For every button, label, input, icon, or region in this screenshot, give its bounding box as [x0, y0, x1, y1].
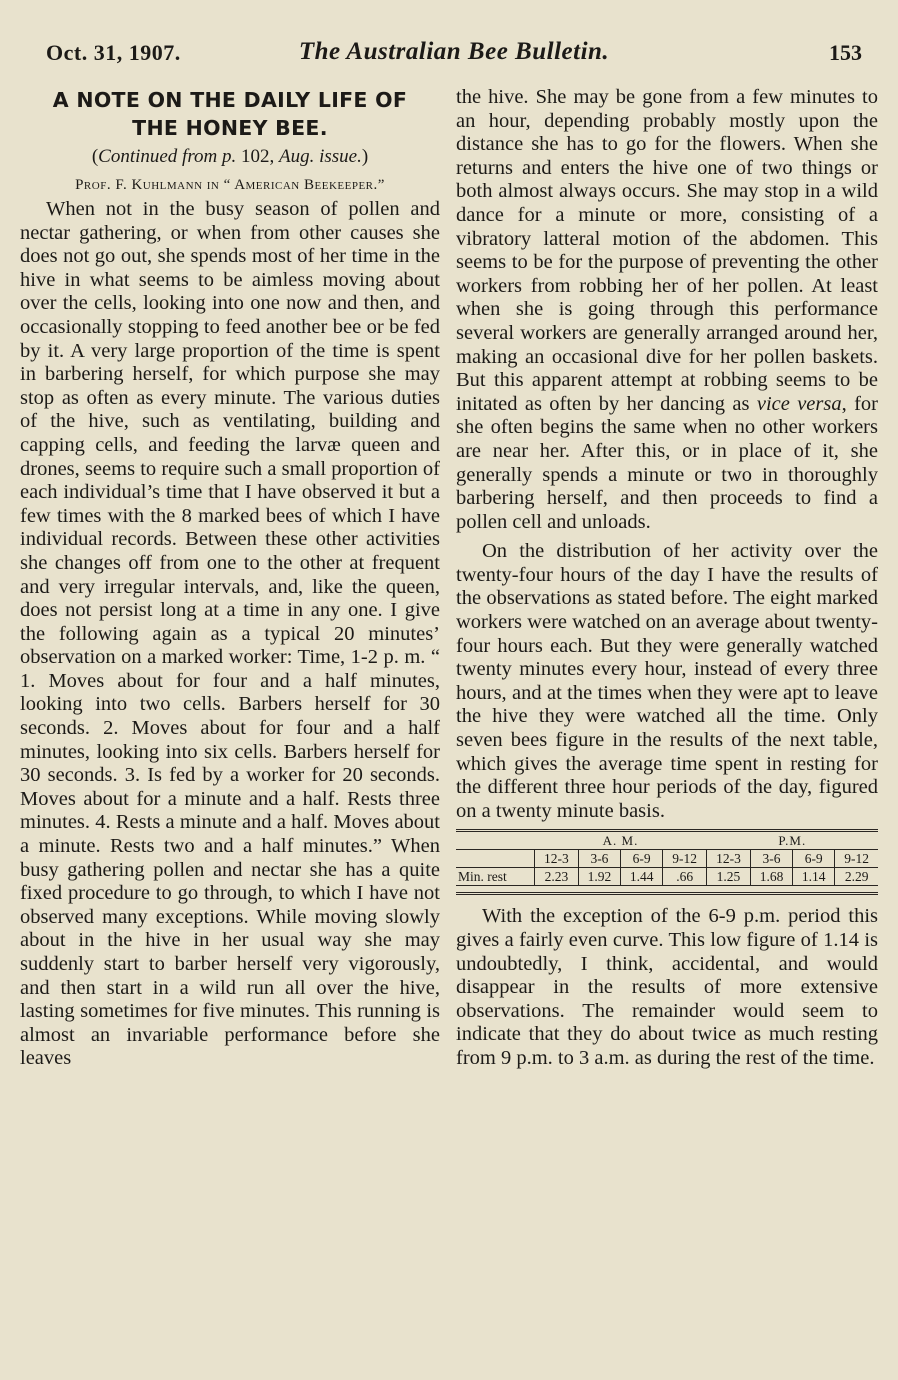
issue-date: Oct. 31, 1907.: [46, 40, 181, 65]
rest-data-table: [456, 832, 878, 886]
value-cell: 1.68: [750, 868, 792, 886]
continued-suffix: ): [361, 146, 369, 167]
pm-header: P.M.: [778, 833, 807, 849]
period-cell: 12-3: [535, 850, 579, 868]
para1-text-a: the hive. She may be gone from a few minutes to an hour, depending probably mostly upon the distance she has to go for the flowers. When she returns and enters the hive one of two things or both almost always occurs. She may stop in a wild dance for a minute or more, consisting of a vibratory latteral motion of the abdomen. This seems to be for the purpose of preventing the other workers from robbing her of her pollen. At least when she is going through this performance several workers are generally arranged around her, making an occasional dive for her pollen baskets. But this apparent attempt at robbing seems to be initated as often by her dancing as: [456, 86, 878, 415]
row-label: Min. rest: [456, 868, 535, 886]
title-line-1: A NOTE ON THE DAILY LIFE OF: [52, 88, 408, 112]
paragraph-right-1: [456, 86, 878, 534]
byline: Prof. F. Kuhlmann in “ American Beekeeper.”: [75, 177, 385, 193]
period-cell: 9-12: [663, 850, 707, 868]
rest-table: [456, 829, 878, 895]
running-header: [46, 36, 862, 70]
value-cell: 1.14: [793, 868, 835, 886]
paragraph-right-2: On the distribution of her activity over the twenty-four hours of the day I have the results of the observations as stated before. The eight marked workers were watched on an average about twenty-four hours each. But they were generally watched twenty minutes every hour, instead of every three hours, and at the times when they were apt to leave the hive they were watched all the time. Only seven bees figure in the results of the next table, which gives the average time spent in resting for the different three hour periods of the day, figured on a twenty minute basis.: [456, 540, 878, 822]
continued-page: 102,: [236, 146, 279, 167]
paragraph-left: When not in the busy season of pollen and nectar gathering, or when from other causes she does not go out, she spends most of her time in the hive in what seems to be aimless moving about over the cells, looking into one now and then, and occasionally stopping to feed another bee or be fed by it. A very large proportion of the time is spent in barbering herself, for which purpose she may stop as often as every minute. The various duties of the hive, such as ventilating, building and capping cells, and feeding the larvæ queen and drones, seems to require such a small proportion of each individual’s time that I have observed it but a few times with the 8 marked bees of which I have individual records. Between these other activities she changes off from one to the other at frequent and very irregular intervals, and, like the queen, does not persist long at a time in any one. I give the following again as a typical 20 minutes’ observation on a marked worker: Time, 1-2 p. m. “ 1. Moves about for four and a half minutes, looking into two cells. Barbers herself for 30 seconds. 2. Moves about for four and a half minutes, looking into six cells. Barbers herself for 30 seconds. 3. Is fed by a worker for 20 seconds. Moves about for a minute and a half. Rests three minutes. 4. Rests a minute and a half. Moves about a minute. Rests two and a half minutes.” When busy gathering pollen and nectar she has a quite fixed procedure to go through, to which I have not observed many exceptions. While moving slowly about in the hive in her usual way she may suddenly start to barber herself very vigorously, and then start in a wild run all over the hive, lasting sometimes for five minutes. This running is almost an invariable performance before she leaves: [20, 198, 440, 1070]
table-ampm-row: [456, 832, 878, 850]
continued-issue: Aug. issue.: [279, 146, 362, 167]
value-cell: 2.23: [535, 868, 579, 886]
value-cell: 1.25: [707, 868, 751, 886]
table-period-row: [456, 850, 878, 868]
para1-text-b: , for she often begins the same when no other workers are near her. After this, or in place of it, she generally spends a minute or two in thoroughly barbering herself, and then proceeds to find a pollen cell and unloads.: [456, 392, 878, 533]
right-column: [456, 86, 878, 1071]
title-line-2: THE HONEY BEE.: [132, 116, 328, 140]
table-value-row: [456, 868, 878, 886]
value-cell: 1.92: [578, 868, 620, 886]
journal-title: The Australian Bee Bulletin.: [298, 38, 610, 65]
para1-italic: vice versa: [756, 392, 842, 415]
period-cell: 9-12: [835, 850, 878, 868]
value-cell: 2.29: [835, 868, 878, 886]
period-cell: 3-6: [750, 850, 792, 868]
left-body: [20, 198, 440, 1071]
continued-text: Continued from p.: [98, 146, 237, 167]
continued-prefix: (: [91, 146, 99, 167]
left-column: [20, 86, 440, 1071]
page-number: 153: [829, 40, 862, 65]
period-cell: 6-9: [793, 850, 835, 868]
am-header: A. M.: [602, 833, 639, 849]
continued-note: [20, 144, 440, 170]
table-bottom-rule: [456, 892, 878, 895]
right-body: [456, 86, 878, 1071]
period-cell: 6-9: [621, 850, 663, 868]
value-cell: .66: [663, 868, 707, 886]
paragraph-right-3: With the exception of the 6-9 p.m. period this gives a fairly even curve. This low figure of 1.14 is undoubtedly, I think, accidental, and would disappear in the results of more extensive observations. The remainder would seem to indicate that they do about twice as much resting from 9 p.m. to 3 a.m. as during the rest of the time.: [456, 905, 878, 1069]
article-title: [20, 86, 440, 142]
value-cell: 1.44: [621, 868, 663, 886]
period-cell: 12-3: [707, 850, 751, 868]
period-cell: 3-6: [578, 850, 620, 868]
